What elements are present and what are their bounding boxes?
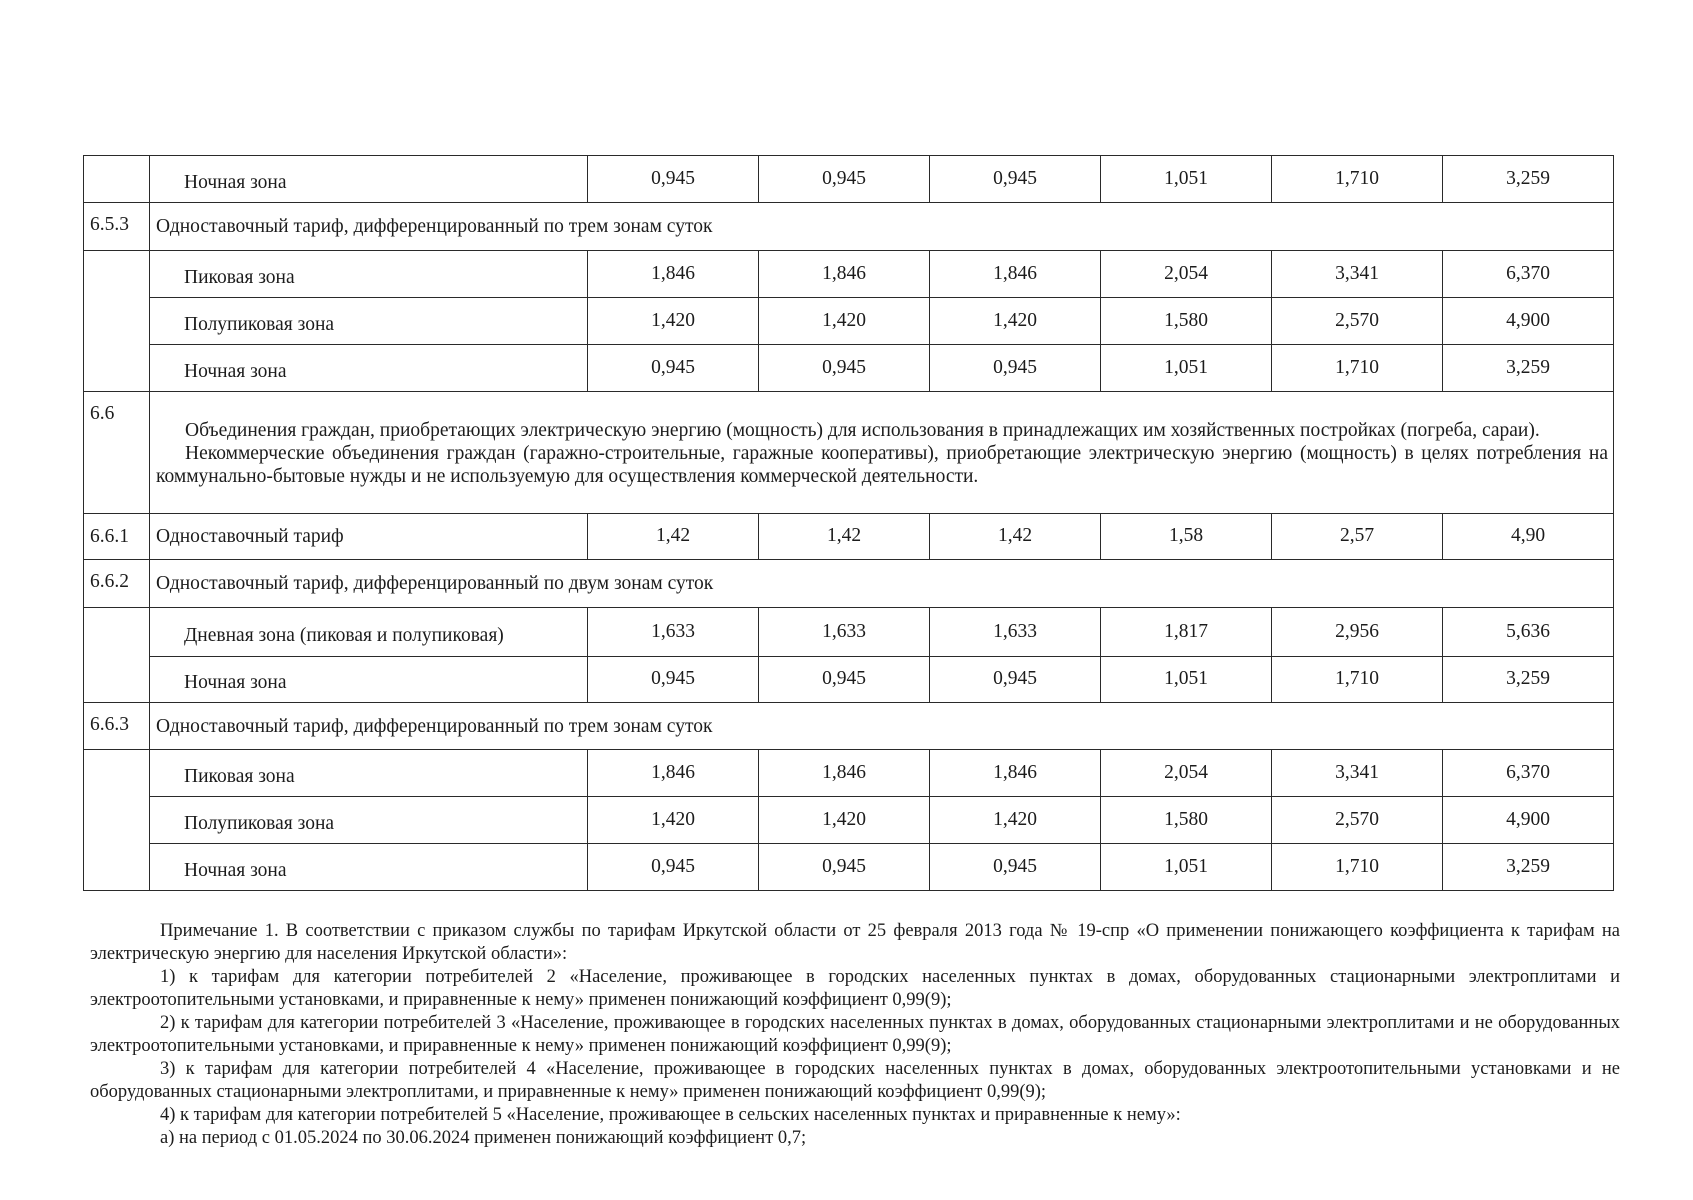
value-cell: 4,900	[1443, 797, 1614, 844]
table-row	[84, 345, 1614, 392]
section-header-row	[84, 203, 1614, 251]
table-row	[84, 298, 1614, 345]
value-cell: 1,420	[588, 298, 759, 345]
code-cell	[84, 608, 150, 703]
tariff-table	[83, 155, 1614, 891]
value-cell: 2,570	[1272, 298, 1443, 345]
row-label: Ночная зона	[150, 844, 588, 891]
value-cell: 0,945	[759, 345, 930, 392]
note-paragraph: 3) к тарифам для категории потребителей 4 «Население, проживающее в городских населенных пунктах в домах, оборудованных электроотопительными установками и не оборудованных стационарными электроплитами, и приравненные к нему» применен понижающий коэффициент 0,99(9);	[90, 1059, 1620, 1102]
value-cell: 5,636	[1443, 608, 1614, 657]
table-row	[84, 657, 1614, 703]
value-cell: 0,945	[588, 844, 759, 891]
value-cell: 1,846	[759, 251, 930, 298]
row-code: 6.6.2	[84, 560, 150, 608]
value-cell: 3,341	[1272, 251, 1443, 298]
section-description	[150, 392, 1614, 514]
value-cell: 1,420	[759, 298, 930, 345]
value-cell: 2,054	[1101, 750, 1272, 797]
table-row	[84, 797, 1614, 844]
row-label: Ночная зона	[150, 657, 588, 703]
value-cell: 0,945	[930, 345, 1101, 392]
section-description-row	[84, 392, 1614, 514]
note-paragraph: 1) к тарифам для категории потребителей 2 «Население, проживающее в городских населенных пунктах в домах, оборудованных стационарными электроплитами и электроотопительными установками, и приравненные к нему» применен понижающий коэффициент 0,99(9);	[90, 967, 1620, 1010]
value-cell: 1,633	[588, 608, 759, 657]
value-cell: 1,580	[1101, 298, 1272, 345]
value-cell: 1,846	[588, 251, 759, 298]
row-label: Ночная зона	[150, 345, 588, 392]
value-cell: 2,956	[1272, 608, 1443, 657]
value-cell: 1,710	[1272, 345, 1443, 392]
table-row	[84, 251, 1614, 298]
value-cell: 1,42	[588, 514, 759, 560]
value-cell: 1,420	[930, 298, 1101, 345]
note-paragraph: 4) к тарифам для категории потребителей 5 «Население, проживающее в сельских населенных пунктах и приравненные к нему»:	[160, 1105, 1181, 1125]
code-cell	[84, 156, 150, 203]
section-title: Одноставочный тариф, дифференцированный по двум зонам суток	[150, 560, 1614, 608]
table-row	[84, 844, 1614, 891]
value-cell: 1,846	[759, 750, 930, 797]
section-header-row	[84, 560, 1614, 608]
value-cell: 0,945	[759, 844, 930, 891]
note-paragraph: а) на период с 01.05.2024 по 30.06.2024 применен понижающий коэффициент 0,7;	[160, 1128, 807, 1148]
value-cell: 2,054	[1101, 251, 1272, 298]
value-cell: 1,580	[1101, 797, 1272, 844]
value-cell: 3,259	[1443, 657, 1614, 703]
value-cell: 1,710	[1272, 156, 1443, 203]
value-cell: 2,57	[1272, 514, 1443, 560]
value-cell: 1,42	[930, 514, 1101, 560]
section-header-row	[84, 703, 1614, 750]
value-cell: 1,817	[1101, 608, 1272, 657]
value-cell: 0,945	[588, 156, 759, 203]
value-cell: 0,945	[930, 156, 1101, 203]
value-cell: 2,570	[1272, 797, 1443, 844]
value-cell: 0,945	[759, 156, 930, 203]
note-paragraph: Примечание 1. В соответствии с приказом службы по тарифам Иркутской области от 25 февраля 2013 года № 19-спр «О применении понижающего коэффициента к тарифам на электрическую энергию для населения Иркутской области»:	[90, 921, 1620, 964]
value-cell: 1,710	[1272, 657, 1443, 703]
value-cell: 1,420	[930, 797, 1101, 844]
value-cell: 6,370	[1443, 251, 1614, 298]
value-cell: 1,051	[1101, 156, 1272, 203]
table-row	[84, 514, 1614, 560]
value-cell: 1,710	[1272, 844, 1443, 891]
description-paragraph: Некоммерческие объединения граждан (гаражно-строительные, гаражные кооперативы), приобретающие электрическую энергию (мощность) в целях потребления на коммунально-бытовые нужды и не используемую для осуществления коммерческой деятельности.	[156, 443, 1608, 487]
value-cell: 3,259	[1443, 844, 1614, 891]
value-cell: 1,846	[930, 251, 1101, 298]
table-row	[84, 156, 1614, 203]
value-cell: 1,846	[588, 750, 759, 797]
row-label: Пиковая зона	[150, 750, 588, 797]
value-cell: 1,051	[1101, 657, 1272, 703]
row-code: 6.6	[84, 392, 150, 514]
notes-section	[90, 920, 1620, 1150]
row-label: Одноставочный тариф	[150, 514, 588, 560]
row-label: Ночная зона	[150, 156, 588, 203]
value-cell: 1,846	[930, 750, 1101, 797]
row-label: Дневная зона (пиковая и полупиковая)	[150, 608, 588, 657]
value-cell: 1,051	[1101, 844, 1272, 891]
row-label: Полупиковая зона	[150, 797, 588, 844]
section-title: Одноставочный тариф, дифференцированный по трем зонам суток	[150, 203, 1614, 251]
code-cell	[84, 750, 150, 891]
value-cell: 0,945	[588, 657, 759, 703]
row-label: Полупиковая зона	[150, 298, 588, 345]
value-cell: 0,945	[930, 657, 1101, 703]
value-cell: 1,420	[588, 797, 759, 844]
value-cell: 3,259	[1443, 345, 1614, 392]
row-code: 6.6.1	[84, 514, 150, 560]
value-cell: 0,945	[759, 657, 930, 703]
value-cell: 1,633	[759, 608, 930, 657]
row-label: Пиковая зона	[150, 251, 588, 298]
section-title: Одноставочный тариф, дифференцированный по трем зонам суток	[150, 703, 1614, 750]
value-cell: 3,259	[1443, 156, 1614, 203]
note-paragraph: 2) к тарифам для категории потребителей 3 «Население, проживающее в городских населенных пунктах в домах, оборудованных стационарными электроплитами и не оборудованных электроотопительными установками, и приравненные к нему» применен понижающий коэффициент 0,99(9);	[90, 1013, 1620, 1056]
description-paragraph: Объединения граждан, приобретающих электрическую энергию (мощность) для использования в принадлежащих им хозяйственных постройках (погреба, сараи).	[185, 420, 1540, 441]
code-cell	[84, 251, 150, 392]
value-cell: 1,42	[759, 514, 930, 560]
row-code: 6.6.3	[84, 703, 150, 750]
value-cell: 1,051	[1101, 345, 1272, 392]
value-cell: 1,420	[759, 797, 930, 844]
value-cell: 3,341	[1272, 750, 1443, 797]
value-cell: 4,900	[1443, 298, 1614, 345]
value-cell: 0,945	[930, 844, 1101, 891]
value-cell: 1,633	[930, 608, 1101, 657]
row-code: 6.5.3	[84, 203, 150, 251]
table-row	[84, 750, 1614, 797]
table-row	[84, 608, 1614, 657]
value-cell: 1,58	[1101, 514, 1272, 560]
value-cell: 0,945	[588, 345, 759, 392]
value-cell: 4,90	[1443, 514, 1614, 560]
value-cell: 6,370	[1443, 750, 1614, 797]
